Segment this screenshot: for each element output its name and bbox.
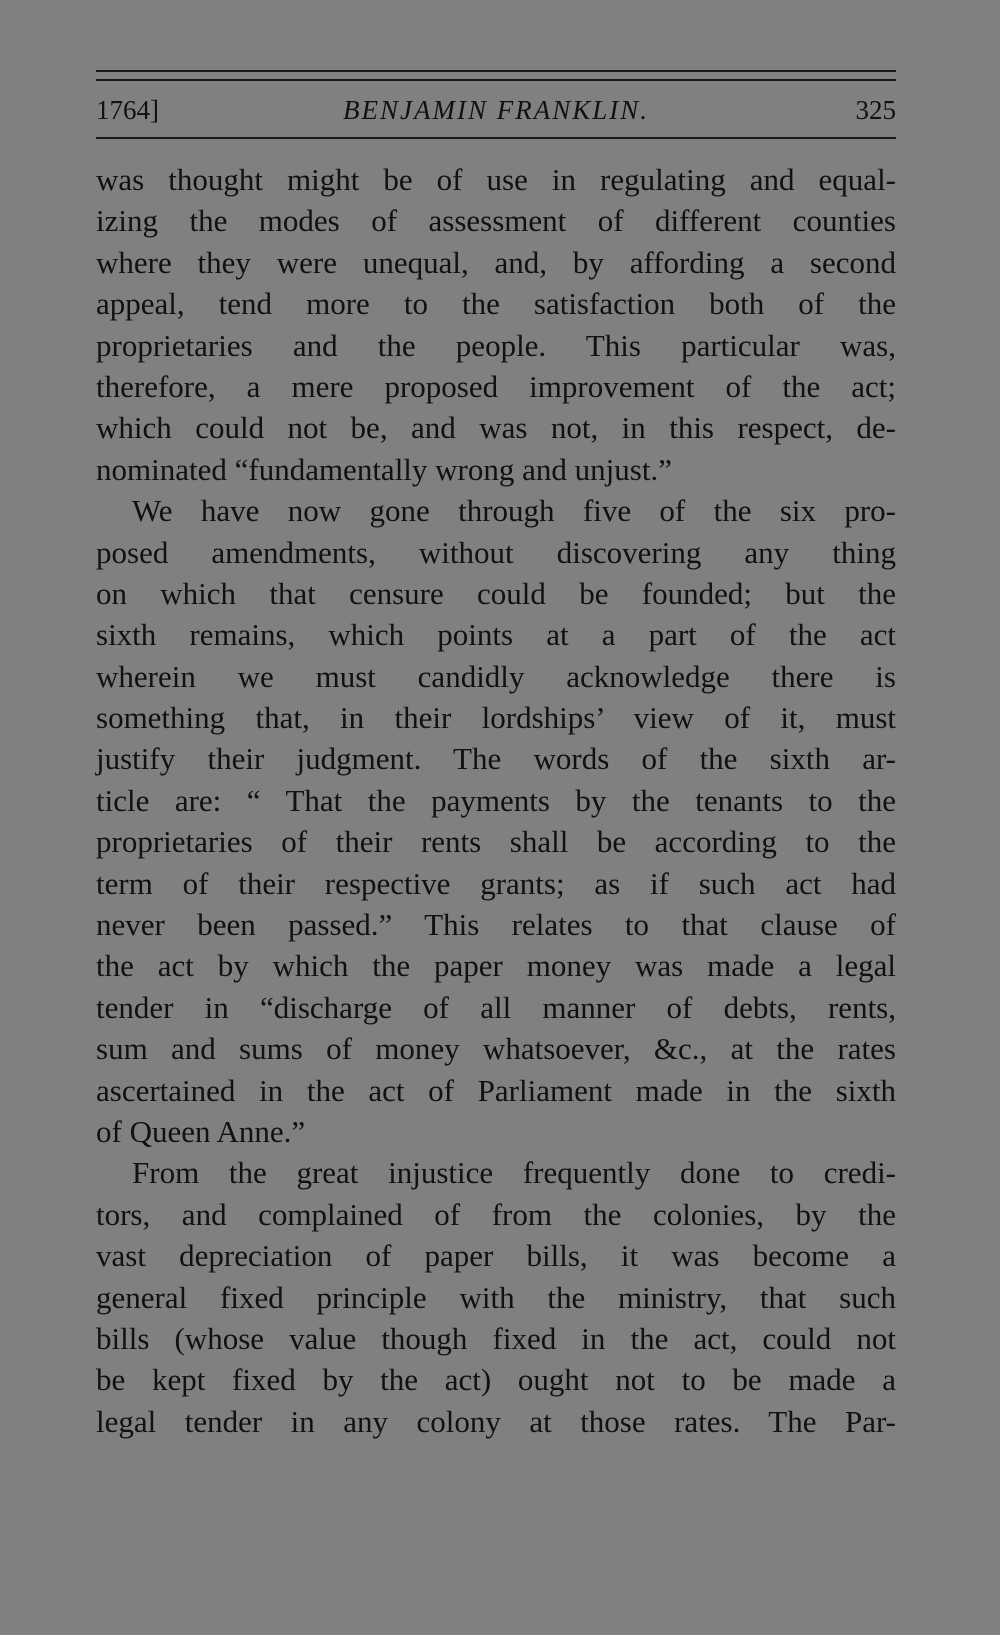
book-page bbox=[96, 70, 896, 1442]
text-line: proprietaries of their rents shall be according to the bbox=[96, 824, 896, 860]
text-line: nominated “fundamentally wrong and unjust.” bbox=[96, 451, 672, 487]
text-line: tender in “discharge of all manner of debts, rents, bbox=[96, 989, 896, 1025]
running-head-title: BENJAMIN FRANKLIN. bbox=[343, 95, 649, 125]
page-number: 325 bbox=[855, 95, 896, 125]
text-line: posed amendments, without discovering any thing bbox=[96, 534, 896, 570]
text-line: ticle are: “ That the payments by the tenants to the bbox=[96, 782, 896, 818]
text-line: proprietaries and the people. This particular was, bbox=[96, 327, 896, 363]
text-line: We have now gone through five of the six pro- bbox=[132, 493, 896, 529]
text-line: was thought might be of use in regulating and equal- bbox=[96, 162, 896, 197]
text-line: justify their judgment. The words of the sixth ar- bbox=[96, 741, 896, 777]
text-line: izing the modes of assessment of different counties bbox=[96, 203, 896, 239]
text-line: legal tender in any colony at those rates. The Par- bbox=[96, 1403, 896, 1439]
paragraph-2 bbox=[96, 490, 896, 1152]
text-line: therefore, a mere proposed improvement of the act; bbox=[96, 368, 896, 404]
text-line: wherein we must candidly acknowledge there is bbox=[96, 658, 896, 694]
header-rule-top bbox=[96, 70, 896, 72]
running-head-year: 1764] bbox=[96, 95, 159, 125]
text-line: never been passed.” This relates to that clause of bbox=[96, 907, 896, 943]
running-head bbox=[96, 81, 896, 139]
text-line: the act by which the paper money was made a legal bbox=[96, 948, 896, 984]
text-line: tors, and complained of from the colonies, by the bbox=[96, 1196, 896, 1232]
text-line: general fixed principle with the ministry, that such bbox=[96, 1279, 896, 1315]
text-line: From the great injustice frequently done to credi- bbox=[132, 1155, 896, 1191]
text-line: which could not be, and was not, in this respect, de- bbox=[96, 410, 896, 446]
paragraph-3 bbox=[96, 1152, 896, 1442]
text-line: something that, in their lordships’ view of it, must bbox=[96, 700, 896, 736]
text-line: be kept fixed by the act) ought not to be made a bbox=[96, 1362, 896, 1398]
text-line: bills (whose value though fixed in the act, could not bbox=[96, 1320, 896, 1356]
paragraph-1 bbox=[96, 159, 896, 490]
body-text bbox=[96, 159, 896, 1442]
text-line: of Queen Anne.” bbox=[96, 1113, 306, 1149]
text-line: vast depreciation of paper bills, it was become a bbox=[96, 1238, 896, 1274]
text-line: sixth remains, which points at a part of the act bbox=[96, 617, 896, 653]
text-line: ascertained in the act of Parliament made in the sixth bbox=[96, 1072, 896, 1108]
text-line: term of their respective grants; as if such act had bbox=[96, 865, 896, 901]
text-line: where they were unequal, and, by affording a second bbox=[96, 244, 896, 280]
text-line: on which that censure could be founded; but the bbox=[96, 575, 896, 611]
text-line: sum and sums of money whatsoever, &c., at the rates bbox=[96, 1031, 896, 1067]
text-line: appeal, tend more to the satisfaction both of the bbox=[96, 286, 896, 322]
